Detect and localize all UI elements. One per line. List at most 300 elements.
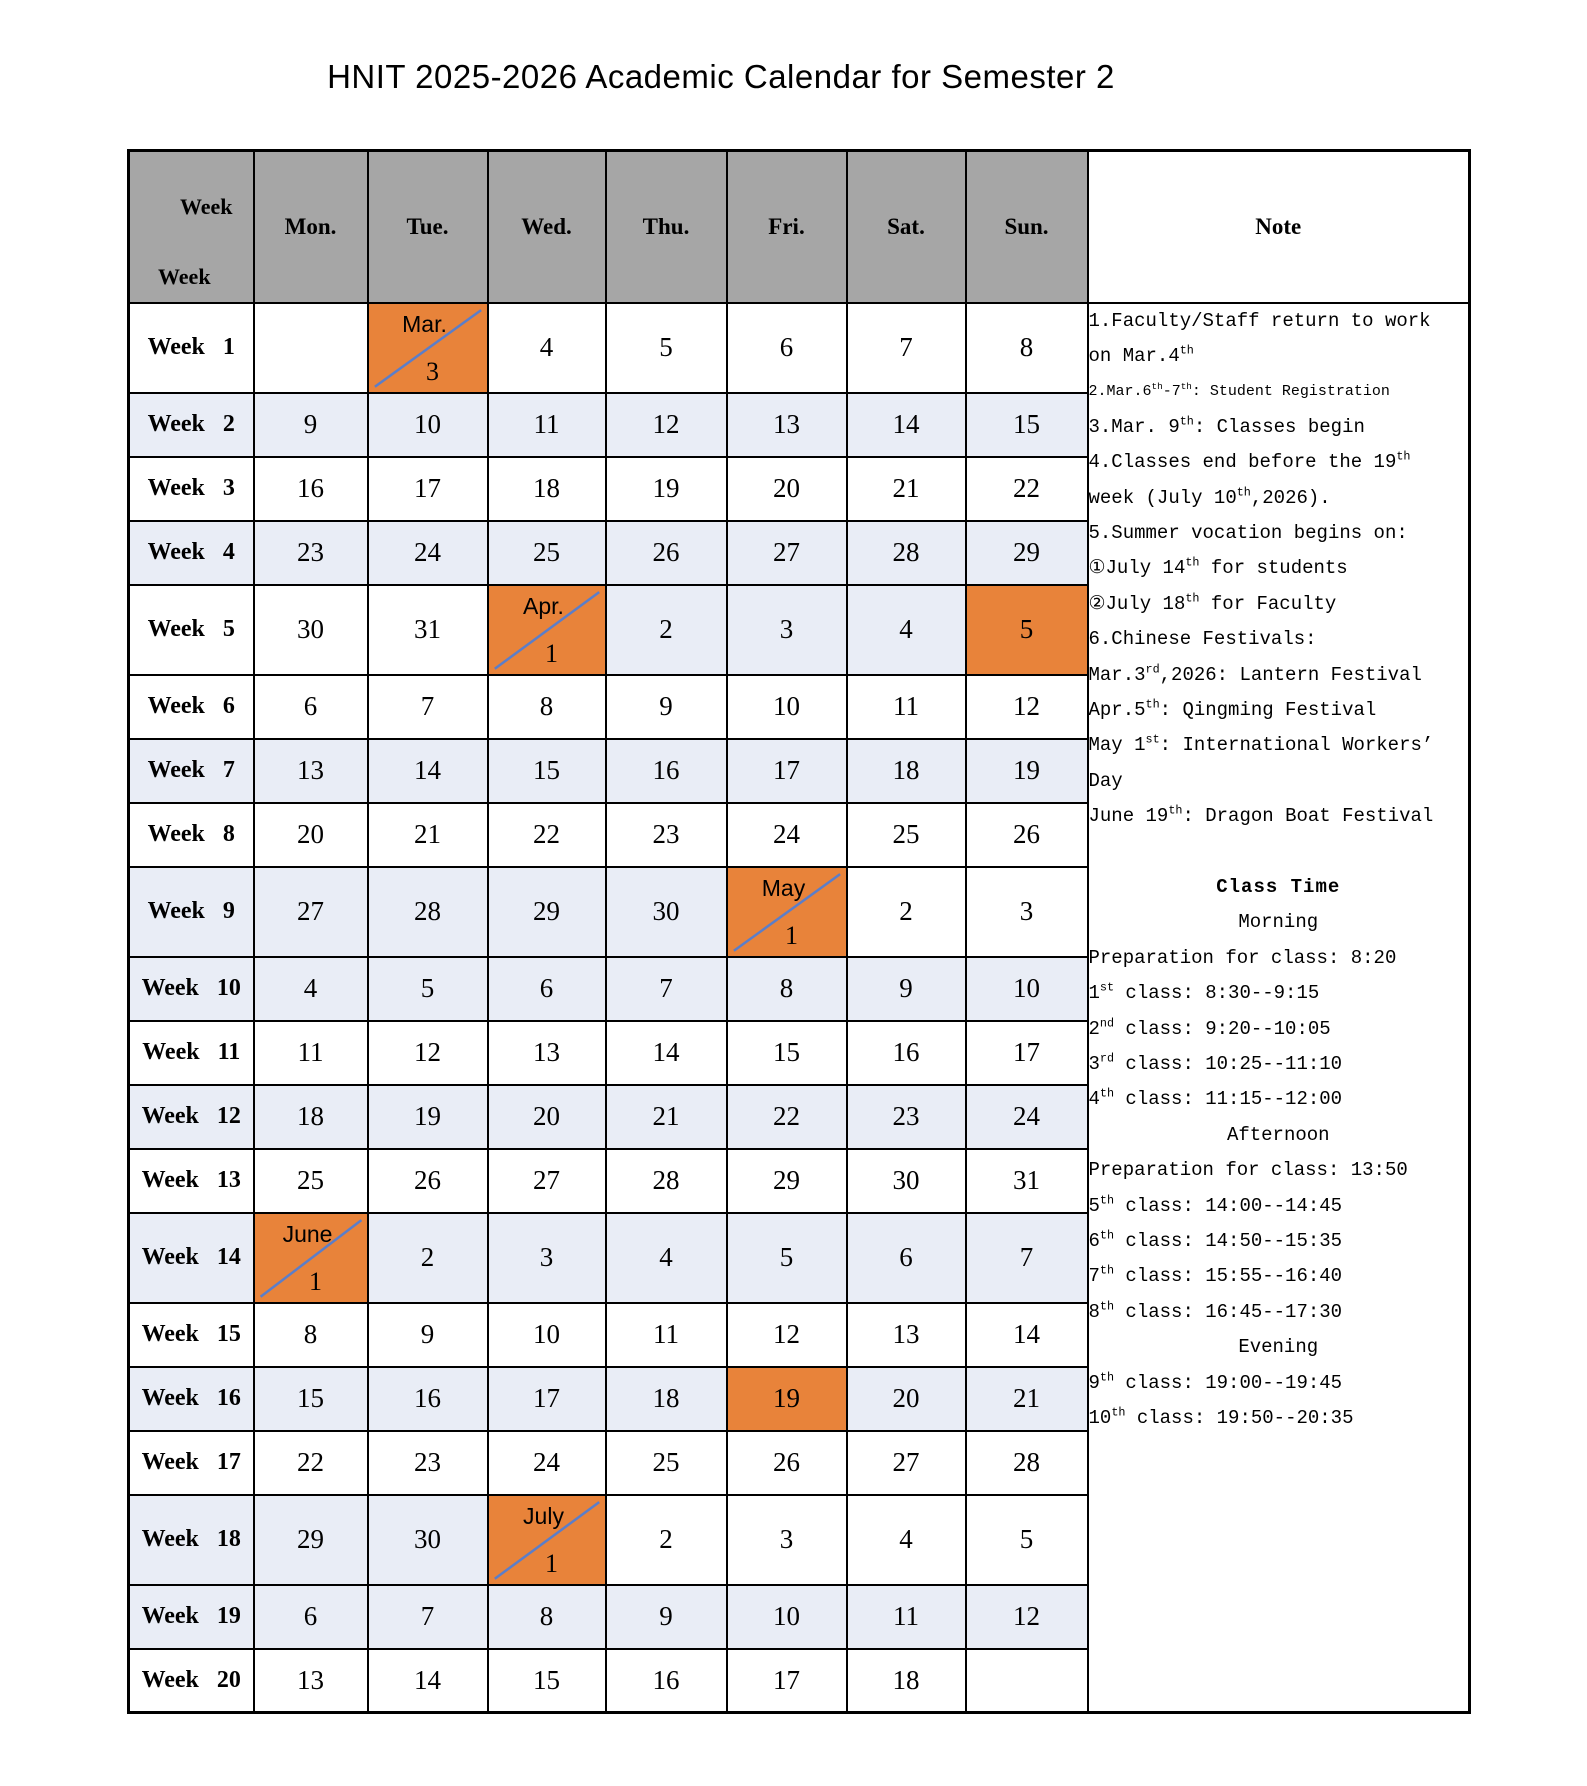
day-cell [847,457,966,521]
day-number: 10 [533,1319,560,1349]
day-number: 18 [297,1101,324,1131]
note-line: 10th class: 19:50--20:35 [1088,1405,1354,1430]
day-number: 2 [420,1242,435,1272]
day-cell [254,1367,368,1431]
note-line: week (July 10th,2026). [1088,485,1331,509]
note-line: 4.Classes end before the 19th [1088,449,1411,474]
day-number: 23 [652,819,680,849]
note-line: Apr.5th: Qingming Festival [1088,697,1377,721]
day-number: 31 [414,614,441,644]
day-cell [847,1303,966,1367]
day-cell [368,1021,488,1085]
day-number: 21 [414,819,441,849]
day-cell [966,1649,1088,1713]
day-cell [606,1649,727,1713]
day-cell [966,393,1088,457]
note-line: 3.Mar. 9th: Classes begin [1088,414,1365,438]
day-cell [727,1649,847,1713]
corner-label-bottom: Week [158,263,211,289]
week-label: Week 7 [129,739,254,803]
day-number: 10 [414,409,441,439]
day-cell [254,1149,368,1213]
day-cell [606,1085,727,1149]
day-cell [966,1149,1088,1213]
day-number: 23 [297,537,324,567]
note-line: 8th class: 16:45--17:30 [1088,1299,1343,1323]
note-header: Note [1088,151,1470,303]
day-cell [966,1585,1088,1649]
day-cell [368,1649,488,1713]
day-number: 17 [773,1664,800,1695]
day-number: 1 [545,1548,558,1578]
week-label: Week 10 [129,957,254,1021]
day-number: 25 [533,537,560,567]
day-number: 4 [659,1242,673,1272]
day-number: 8 [303,1319,318,1349]
day-cell [727,1085,847,1149]
day-number: 13 [297,1664,324,1695]
day-cell [727,675,847,739]
day-number: 5 [420,973,435,1003]
day-cell [254,739,368,803]
day-number: 18 [533,473,560,503]
day-cell [254,457,368,521]
day-cell [488,867,606,957]
day-cell [488,1149,606,1213]
day-cell [254,1495,368,1585]
day-number: 12 [1013,691,1040,721]
day-cell [254,1021,368,1085]
day-number: 5 [659,332,673,362]
day-number: 7 [899,332,913,362]
day-number: 13 [773,409,800,439]
day-cell [254,1585,368,1649]
day-cell [606,457,727,521]
day-cell [488,393,606,457]
week-label: Week 1 [129,303,254,393]
header-thu: Thu. [606,151,727,303]
day-number: 30 [297,614,324,644]
month-start-cell [254,1213,368,1303]
note-line: 6.Chinese Festivals: [1088,628,1317,651]
day-cell [847,1367,966,1431]
day-number: 17 [1013,1037,1040,1067]
note-line [1089,835,1469,870]
header-tue: Tue. [368,151,488,303]
day-number: 23 [414,1447,441,1477]
day-cell [606,393,727,457]
day-number: 16 [652,755,680,785]
day-cell [606,1367,727,1431]
day-number: 11 [893,691,919,721]
day-cell [254,1649,368,1713]
day-number: 15 [533,755,560,785]
day-cell [606,1149,727,1213]
day-cell [966,1431,1088,1495]
day-cell [368,1149,488,1213]
day-cell [254,803,368,867]
day-cell [488,1367,606,1431]
calendar-body [129,303,1470,1713]
day-cell [368,675,488,739]
day-number: 8 [779,973,794,1003]
day-number: 29 [1013,537,1040,567]
calendar-table [127,149,1471,1714]
day-cell [488,1303,606,1367]
day-number: 21 [892,473,920,503]
day-number: 9 [659,1601,673,1631]
day-number: 17 [533,1383,560,1413]
day-cell [606,1585,727,1649]
day-number: 5 [1019,614,1034,644]
day-cell [606,1495,727,1585]
note-line: May 1st: International Workers’ [1088,733,1434,757]
note-line: Morning [1238,911,1319,934]
day-cell [368,1585,488,1649]
day-cell [727,1149,847,1213]
day-cell [966,521,1088,585]
month-label: May [761,874,806,901]
day-number: 18 [892,755,920,785]
day-cell [488,1585,606,1649]
note-line: 2nd class: 9:20--10:05 [1088,1016,1331,1040]
day-cell [488,1431,606,1495]
day-cell [368,1367,488,1431]
day-cell [727,1021,847,1085]
day-number: 10 [773,1601,800,1631]
day-number: 11 [893,1601,919,1631]
day-number: 4 [539,332,554,362]
note-line: Mar.3rd,2026: Lantern Festival [1088,662,1422,686]
day-number: 29 [773,1165,800,1195]
day-number: 18 [892,1664,920,1695]
day-cell [966,867,1088,957]
day-number: 12 [652,409,680,439]
day-cell [488,675,606,739]
day-number: 7 [420,1601,435,1631]
month-label: July [523,1502,564,1529]
month-start-cell [488,1495,606,1585]
day-cell [847,303,966,393]
day-number: 23 [892,1101,920,1131]
day-number: 19 [773,1383,800,1413]
note-line: 5th class: 14:00--14:45 [1088,1193,1343,1217]
day-cell [254,393,368,457]
day-number: 8 [1019,332,1034,362]
day-number: 2 [899,896,913,926]
day-cell [368,867,488,957]
day-cell [966,957,1088,1021]
note-line: June 19th: Dragon Boat Festival [1088,803,1434,828]
holiday-cell [727,1367,847,1431]
day-cell [368,1213,488,1303]
day-cell [727,739,847,803]
note-line: 2.Mar.6th-7th: Student Registration [1088,381,1390,401]
day-cell [254,1085,368,1149]
week-label: Week 8 [129,803,254,867]
day-cell [606,303,727,393]
note-line: 5.Summer vocation begins on: [1088,521,1408,544]
note-line: Preparation for class: 8:20 [1088,946,1397,969]
day-number: 3 [539,1242,554,1272]
day-number: 1 [545,638,558,668]
corner-label-top: Week [179,194,233,219]
note-line: Afternoon [1226,1123,1330,1146]
day-number: 8 [539,691,554,721]
day-number: 24 [414,537,441,567]
week-label: Week 15 [129,1303,254,1367]
day-cell [488,803,606,867]
day-number: 22 [297,1447,324,1477]
day-number: 5 [1019,1524,1034,1554]
week-label: Week 2 [129,393,254,457]
day-number: 30 [414,1524,441,1554]
day-number: 14 [414,755,441,785]
day-number: 24 [1013,1101,1040,1131]
day-number: 17 [414,473,441,503]
day-number: 9 [420,1319,435,1349]
day-number: 17 [773,755,800,785]
day-cell [847,393,966,457]
day-cell [368,1431,488,1495]
day-cell [606,585,727,675]
week-label: Week 3 [129,457,254,521]
day-cell [488,1021,606,1085]
day-cell [606,1021,727,1085]
day-number: 12 [414,1037,441,1067]
day-number: 25 [652,1447,680,1477]
day-number: 24 [533,1447,560,1477]
note-line: ①July 14th for students [1088,556,1348,580]
day-number: 26 [773,1447,800,1477]
week-label: Week 13 [129,1149,254,1213]
day-cell [966,457,1088,521]
day-cell [368,1085,488,1149]
day-number: 27 [773,537,800,567]
day-cell [606,1213,727,1303]
day-cell [254,1303,368,1367]
day-cell [966,1303,1088,1367]
day-cell [368,521,488,585]
day-cell [966,1213,1088,1303]
week-label: Week 17 [129,1431,254,1495]
day-cell [254,521,368,585]
note-cell [1088,303,1470,1713]
day-number: 6 [899,1242,913,1272]
day-number: 12 [1013,1601,1040,1631]
header-wed: Wed. [488,151,606,303]
day-cell [727,1303,847,1367]
day-number: 11 [297,1037,324,1067]
day-number: 16 [892,1037,920,1067]
day-number: 14 [652,1037,680,1067]
month-label: June [282,1220,333,1247]
week-label: Week 11 [129,1021,254,1085]
day-cell [368,1303,488,1367]
day-number: 26 [414,1165,441,1195]
day-cell [847,1585,966,1649]
day-number: 28 [1013,1447,1040,1477]
day-cell [727,803,847,867]
day-cell [254,675,368,739]
day-cell [727,1213,847,1303]
day-cell [606,1303,727,1367]
week-label: Week 20 [129,1649,254,1713]
day-number: 9 [659,691,673,721]
day-cell [847,1649,966,1713]
day-number: 3 [426,356,439,386]
day-number: 7 [1019,1242,1034,1272]
holiday-cell [966,585,1088,675]
day-number: 20 [773,473,800,503]
day-number: 2 [659,614,673,644]
day-cell [606,957,727,1021]
day-cell [368,457,488,521]
day-number: 29 [297,1524,324,1554]
day-number: 13 [533,1037,560,1067]
day-cell [368,803,488,867]
calendar-week-row [129,303,1470,393]
note-line: 6th class: 14:50--15:35 [1088,1228,1343,1253]
day-number: 6 [303,691,318,721]
day-number: 27 [892,1447,920,1477]
week-label: Week 9 [129,867,254,957]
day-number: 24 [773,819,800,849]
week-label: Week 12 [129,1085,254,1149]
day-number: 13 [297,755,324,785]
day-cell [966,1021,1088,1085]
day-number: 13 [892,1319,920,1349]
note-line: on Mar.4th [1088,343,1194,367]
day-number: 22 [773,1101,800,1131]
day-number: 2 [659,1524,673,1554]
day-cell [847,1085,966,1149]
day-cell [488,521,606,585]
day-number: 14 [414,1664,441,1695]
day-number: 9 [303,409,318,439]
day-cell [254,303,368,393]
day-cell [488,1085,606,1149]
day-number: 3 [1019,896,1034,926]
day-cell [254,1431,368,1495]
week-label: Week 4 [129,521,254,585]
day-cell [727,457,847,521]
day-cell [606,675,727,739]
day-cell [727,585,847,675]
header-row [129,151,1470,303]
day-number: 19 [1013,755,1040,785]
note-line: Class Time [1216,875,1341,898]
day-number: 30 [652,896,680,926]
week-label: Week 5 [129,585,254,675]
day-number: 11 [533,409,560,439]
day-number: 16 [652,1664,680,1695]
month-start-cell [488,585,606,675]
week-label: Week 19 [129,1585,254,1649]
day-number: 18 [652,1383,680,1413]
day-number: 14 [892,409,920,439]
month-start-cell [368,303,488,393]
day-number: 12 [773,1319,800,1349]
day-number: 9 [899,973,913,1003]
day-number: 11 [653,1319,679,1349]
day-cell [727,303,847,393]
day-number: 21 [652,1101,680,1131]
note-line: Evening [1238,1336,1319,1359]
day-cell [488,957,606,1021]
day-cell [847,675,966,739]
day-number: 10 [1013,973,1040,1003]
day-cell [847,957,966,1021]
day-number: 19 [414,1101,441,1131]
note-line: 9th class: 19:00--19:45 [1088,1370,1343,1394]
day-cell [966,1367,1088,1431]
note-line: 4th class: 11:15--12:00 [1088,1087,1343,1111]
day-cell [254,867,368,957]
day-cell [606,867,727,957]
day-number: 21 [1013,1383,1040,1413]
day-cell [847,1213,966,1303]
day-cell [847,867,966,957]
day-cell [488,457,606,521]
day-number: 20 [533,1101,560,1131]
day-cell [847,1431,966,1495]
day-number: 7 [420,691,435,721]
day-number: 15 [1013,409,1040,439]
day-number: 4 [899,614,913,644]
day-number: 14 [1013,1319,1040,1349]
day-number: 16 [297,473,324,503]
day-number: 1 [309,1266,322,1296]
day-number: 10 [773,691,800,721]
week-label: Week 18 [129,1495,254,1585]
day-cell [966,803,1088,867]
day-number: 28 [652,1165,680,1195]
day-number: 25 [892,819,920,849]
day-number: 6 [779,332,794,362]
note-line: 1.Faculty/Staff return to work [1088,309,1431,332]
day-number: 27 [297,896,324,926]
day-cell [847,739,966,803]
day-cell [368,585,488,675]
day-cell [727,1431,847,1495]
day-number: 4 [303,973,318,1003]
day-cell [966,1085,1088,1149]
note-line: 7th class: 15:55--16:40 [1088,1264,1343,1288]
day-cell [727,1495,847,1585]
day-cell [368,1495,488,1585]
day-number: 30 [892,1165,920,1195]
day-number: 19 [652,473,680,503]
day-cell [727,1585,847,1649]
day-cell [966,1495,1088,1585]
month-label: Mar. [402,310,447,337]
page-title: HNIT 2025-2026 Academic Calendar for Semester 2 [327,58,1115,95]
week-label: Week 6 [129,675,254,739]
day-number: 3 [779,1524,794,1554]
note-line: ②July 18th for Faculty [1088,591,1337,615]
note-line: 1st class: 8:30--9:15 [1088,980,1320,1005]
day-cell [727,521,847,585]
day-number: 16 [414,1383,441,1413]
day-number: 22 [533,819,560,849]
day-cell [966,675,1088,739]
day-number: 5 [779,1242,794,1272]
day-number: 6 [303,1601,318,1631]
month-start-cell [727,867,847,957]
day-cell [606,1431,727,1495]
day-number: 3 [779,614,794,644]
